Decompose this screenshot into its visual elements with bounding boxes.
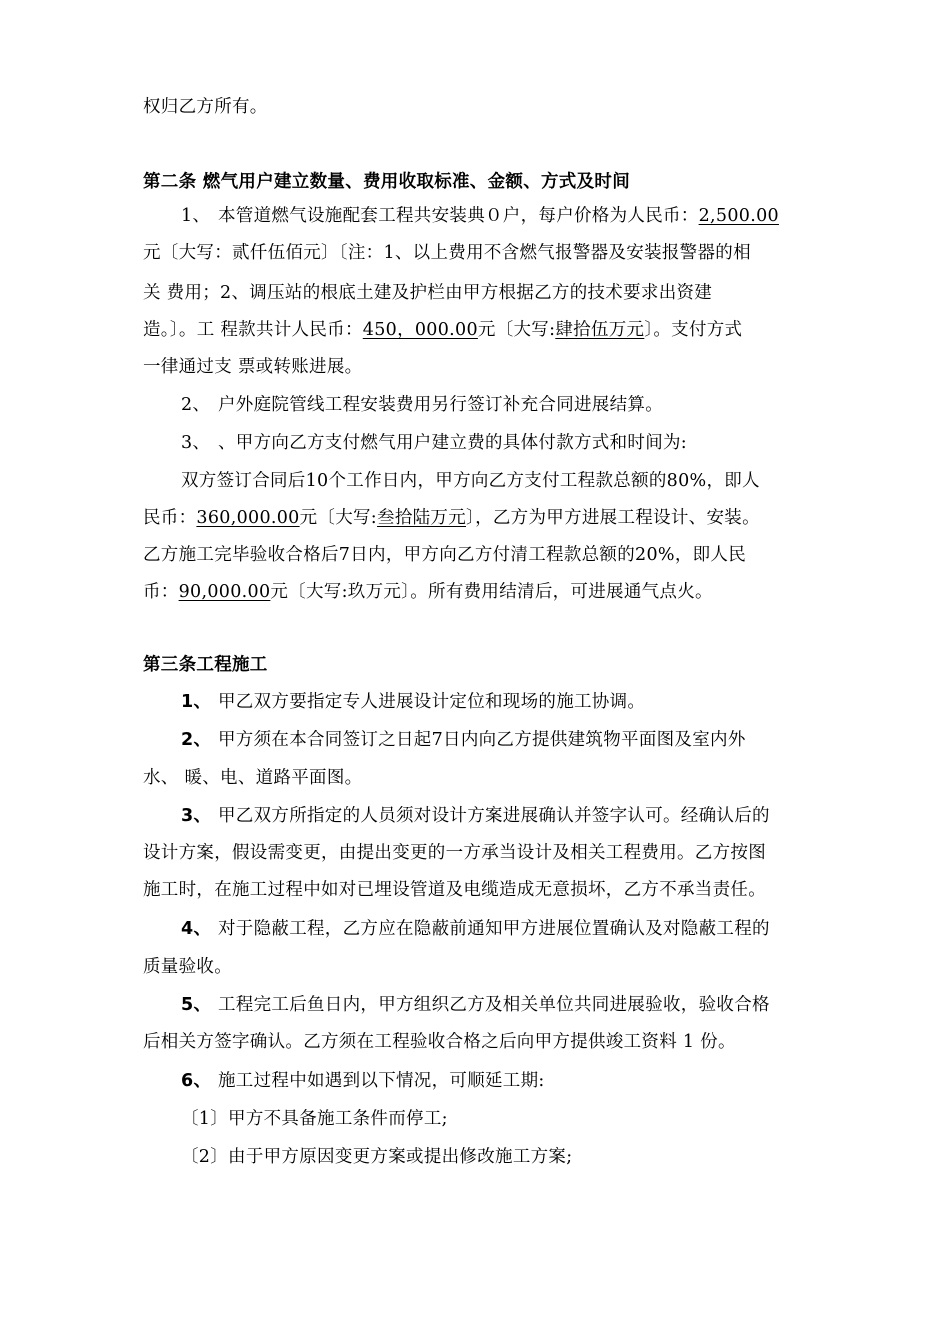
article3-item6-sub2: 〔2〕由于甲方原因变更方案或提出修改施工方案; <box>181 1147 573 1167</box>
article3-item5-line1 <box>181 993 770 1017</box>
article2-item1-line3: 关 费用；2、调压站的根底土建及护栏由甲方根据乙方的技术要求出资建 <box>143 283 713 303</box>
payment1-line2-text-a: 民币： <box>143 508 197 528</box>
article3-item1-text: 甲乙双方要指定专人进展设计定位和现场的施工协调。 <box>218 692 646 712</box>
article2-item2-number: 2、 <box>181 395 211 415</box>
article3-item2-number: 2、 <box>181 730 212 750</box>
payment1-amount-uppercase: 叁拾陆万元 <box>377 508 467 528</box>
article2-item1-line1 <box>181 204 779 228</box>
article3-item3-line3: 施工时，在施工过程中如对已埋设管道及电缆造成无意损坏，乙方不承当责任。 <box>143 880 766 900</box>
payment2-line1: 乙方施工完毕验收合格后7日内，甲方向乙方付清工程款总额的20%，即人民 <box>143 545 747 565</box>
article3-item1-number: 1、 <box>181 692 212 712</box>
article2-item1-text-a: 本管道燃气设施配套工程共安装典０户，每户价格为人民币： <box>218 206 699 226</box>
payment1-line2 <box>143 506 760 530</box>
payment1-line1: 双方签订合同后10个工作日内，甲方向乙方支付工程款总额的80%，即人 <box>181 471 760 491</box>
payment2-line2-text-a: 币： <box>143 582 179 602</box>
article3-item5-number: 5、 <box>181 995 212 1015</box>
article3-item3-line2: 设计方案，假设需变更，由提出变更的一方承当设计及相关工程费用。乙方按图 <box>143 843 766 863</box>
article2-item1-line5: 一律通过支 票或转账进展。 <box>143 357 363 377</box>
article3-item2-line2: 水、 暖、电、道路平面图。 <box>143 768 363 788</box>
article2-item1-line4-text-b: 元〔大写: <box>477 320 556 340</box>
unit-price-amount: 2,500.00 <box>698 206 779 226</box>
article3-item5-line2: 后相关方签字确认。乙方须在工程验收合格之后向甲方提供竣工资料 1 份。 <box>143 1032 736 1052</box>
article3-item6-sub1: 〔1〕甲方不具备施工条件而停工; <box>181 1109 448 1129</box>
payment2-line2-text-b: 元〔大写:玖万元〕。所有费用结清后，可进展通气点火。 <box>270 582 713 602</box>
payment2-amount: 90,000.00 <box>178 582 271 602</box>
total-amount: 450，000.00 <box>362 320 478 340</box>
article3-item6-number: 6、 <box>181 1071 212 1091</box>
article2-item1-line4 <box>143 318 742 342</box>
payment1-line2-text-c: 〕，乙方为甲方进展工程设计、安装。 <box>466 508 760 528</box>
article3-item3-number: 3、 <box>181 806 212 826</box>
article2-item3-text: 、甲方向乙方支付燃气用户建立费的具体付款方式和时间为: <box>218 433 687 453</box>
article3-item3-line1 <box>181 804 770 828</box>
article3-item4-number: 4、 <box>181 919 212 939</box>
article2-item1-number: 1、 <box>181 206 211 226</box>
total-amount-uppercase: 肆拾伍万元 <box>555 320 645 340</box>
article3-heading: 第三条工程施工 <box>143 655 268 675</box>
article3-item6 <box>181 1069 545 1093</box>
article3-item3-text: 甲乙双方所指定的人员须对设计方案进展确认并签字认可。经确认后的 <box>218 806 770 826</box>
article3-item4-text: 对于隐蔽工程，乙方应在隐蔽前通知甲方进展位置确认及对隐蔽工程的 <box>218 919 770 939</box>
intro-tail-text: 权归乙方所有。 <box>143 97 268 117</box>
article3-item2-line1 <box>181 728 746 752</box>
article2-item1-line2: 元〔大写：贰仟伍佰元〕〔注：1、以上费用不含燃气报警器及安装报警器的相 <box>143 243 751 263</box>
article3-item4-line1 <box>181 917 770 941</box>
payment2-line2 <box>143 580 713 604</box>
article2-heading: 第二条 燃气用户建立数量、费用收取标准、金额、方式及时间 <box>143 172 630 192</box>
payment1-line2-text-b: 元〔大写: <box>299 508 378 528</box>
article2-item2-text: 户外庭院管线工程安装费用另行签订补充合同进展结算。 <box>218 395 663 415</box>
article3-item4-line2: 质量验收。 <box>143 957 232 977</box>
article3-item1 <box>181 690 645 714</box>
article3-item2-text: 甲方须在本合同签订之日起7日内向乙方提供建筑物平面图及室内外 <box>218 730 746 750</box>
article2-item1-line4-text-c: 〕。支付方式 <box>644 320 743 340</box>
article2-item3-number: 3、 <box>181 433 211 453</box>
article2-item2 <box>181 393 663 417</box>
article2-item1-line4-text-a: 造。〕。工 程款共计人民币： <box>143 320 363 340</box>
article3-item6-text: 施工过程中如遇到以下情况，可顺延工期: <box>218 1071 545 1091</box>
article3-item5-text: 工程完工后鱼日内，甲方组织乙方及相关单位共同进展验收，验收合格 <box>218 995 770 1015</box>
article2-item3 <box>181 431 687 455</box>
payment1-amount: 360,000.00 <box>196 508 300 528</box>
